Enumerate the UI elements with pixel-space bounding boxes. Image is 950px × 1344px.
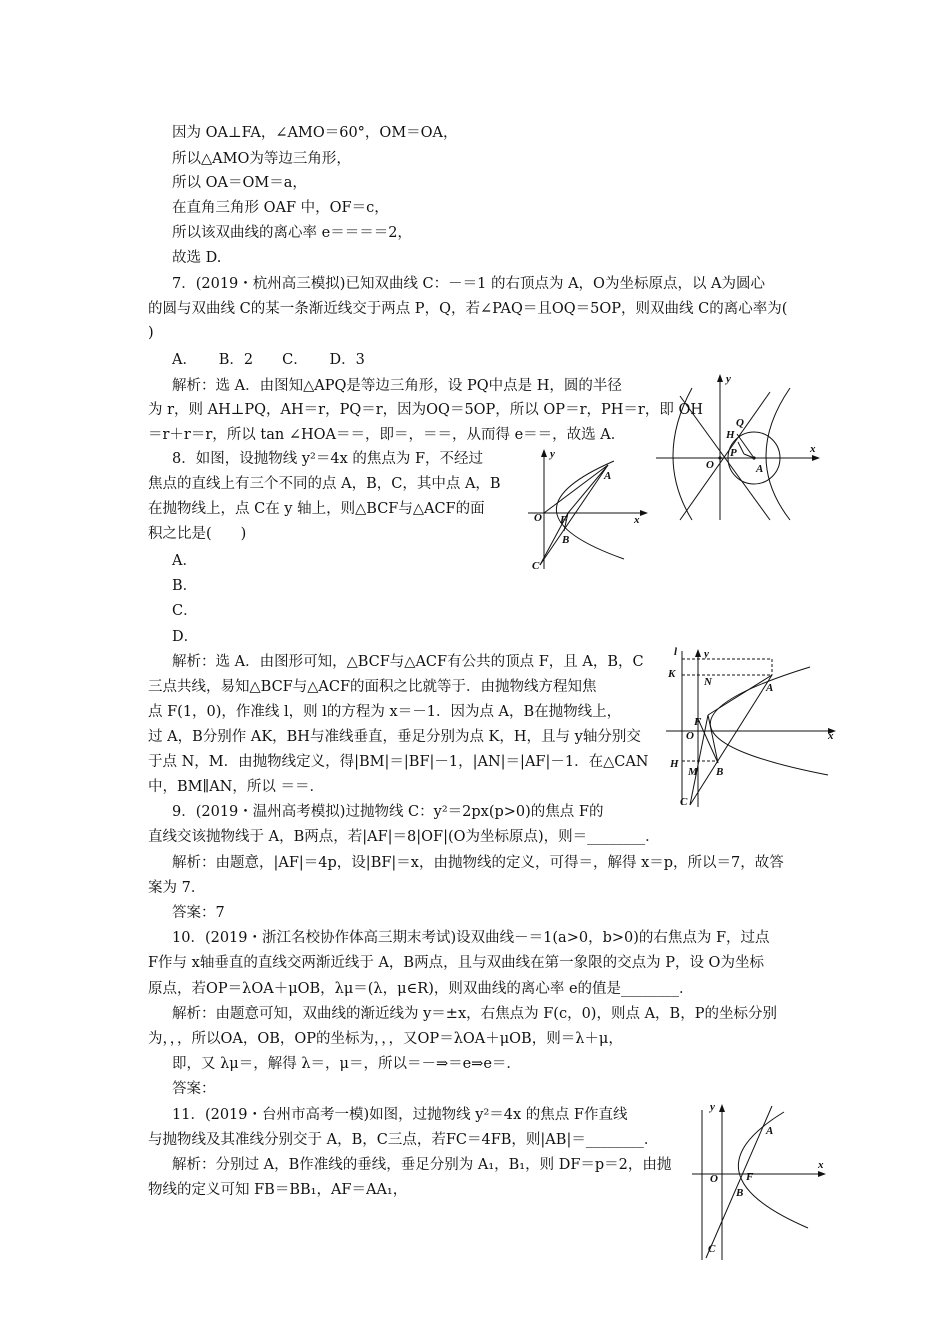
fig1-label-p: P [730, 447, 737, 459]
fig3-label-o: O [686, 730, 694, 742]
question-11: 11．(2019・台州市高考一模)如图，过抛物线 y²＝4x 的焦点 F作直线 [172, 1107, 628, 1123]
fig1-label-x: x [810, 443, 816, 455]
fig1-label-o: O [706, 459, 714, 471]
text-line: 所以该双曲线的离心率 e＝＝＝＝2， [172, 225, 412, 241]
text-line: 积之比是( ) [148, 526, 247, 542]
fig1-label-h: H [726, 429, 735, 441]
fig3-label-h: H [670, 758, 679, 770]
text-line: 案为 7． [148, 880, 206, 896]
hyperbola-figure [652, 370, 822, 522]
fig1-label-q: Q [736, 417, 744, 429]
fig1-label-y: y [726, 373, 731, 385]
choice-d: D． [172, 629, 199, 645]
fig3-label-m: M [688, 766, 698, 778]
text-line: 即，又 λμ＝，解得 λ＝，μ＝，所以＝－⇒＝e⇒e＝． [172, 1056, 521, 1072]
text-line: 物线的定义可知 FB＝BB₁，AF＝AA₁， [148, 1182, 408, 1198]
fig4-label-a: A [766, 1125, 774, 1137]
choice-b: B． [172, 578, 198, 594]
question-10: 10．(2019・浙江名校协作体高三期末考试)设双曲线－＝1(a>0，b>0)的右焦点为 F，过点 [172, 930, 770, 946]
fig3-label-f: F [694, 716, 702, 728]
fig2-label-a: A [604, 470, 612, 482]
solution-7: 解析：选 A．由图知△APQ是等边三角形，设 PQ中点是 H，圆的半径 [172, 378, 622, 394]
fig4-label-b: B [736, 1187, 744, 1199]
text-line: 于点 N，M．由抛物线定义，得|BM|＝|BF|－1，|AN|＝|AF|－1．在△CAN [148, 754, 649, 770]
fig4-label-c: C [708, 1243, 716, 1255]
text-line: F作与 x轴垂直的直线交两渐近线于 A，B两点，且与双曲线在第一象限的交点为 P，设 O为坐标 [148, 955, 764, 971]
question-7: 7．(2019・杭州高三模拟)已知双曲线 C：－＝1 的右顶点为 A，O为坐标原点，以 A为圆心 [172, 276, 766, 292]
solution-9: 解析：由题意，|AF|＝4p，设|BF|＝x，由抛物线的定义，可得＝，解得 x＝p，所以＝7，故答 [172, 855, 784, 871]
parabola-figure-solution8 [660, 645, 840, 813]
fig2-label-f: F [560, 514, 568, 526]
fig2-label-b: B [562, 534, 570, 546]
text-line: 点 F(1，0)，作准线 l，则 l的方程为 x＝－1．因为点 A，B在抛物线上， [148, 704, 622, 720]
text-line: ) [148, 325, 154, 341]
fig4-label-y: y [710, 1101, 715, 1113]
text-line: 中，BM∥AN，所以 ＝＝． [148, 779, 324, 795]
text-line: 所以 OA＝OM＝a， [172, 175, 307, 191]
text-line: 的圆与双曲线 C的某一条渐近线交于两点 P，Q，若∠PAQ＝且OQ＝5OP，则双曲线 C的离心率为( [148, 301, 788, 317]
question-8: 8．如图，设抛物线 y²＝4x 的焦点为 F，不经过 [172, 451, 484, 467]
fig2-label-o: O [534, 512, 542, 524]
text-line: 过 A，B分别作 AK，BH与准线垂直，垂足分别为点 K，H，且与 y轴分别交 [148, 729, 641, 745]
parabola-figure-q8 [524, 447, 654, 573]
solution-10: 解析：由题意可知，双曲线的渐近线为 y＝±x，右焦点为 F(c，0)，则点 A，B，P的坐标分别 [172, 1006, 777, 1022]
fig3-label-y: y [704, 648, 709, 660]
fig4-label-o: O [710, 1173, 718, 1185]
choice-a: A． [172, 553, 197, 569]
fig2-label-y: y [550, 448, 555, 460]
text-line: ＝r＋r＝r，所以 tan ∠HOA＝＝，即＝，＝＝，从而得 e＝＝，故选 A． [148, 427, 626, 443]
fig3-label-n: N [704, 676, 712, 688]
text-line: 在抛物线上，点 C在 y 轴上，则△BCF与△ACF的面 [148, 501, 485, 517]
choice-c: C． [172, 603, 198, 619]
text-line: 为，，，所以OA，OB，OP的坐标为，，，又OP＝λOA＋μOB，则＝λ＋μ， [148, 1031, 623, 1047]
fig2-label-c: C [532, 560, 540, 572]
fig3-label-b: B [716, 766, 724, 778]
question-9: 9．(2019・温州高考模拟)过抛物线 C：y²＝2px(p>0)的焦点 F的 [172, 804, 604, 820]
text-line: 原点，若OP＝λOA＋μOB，λμ＝(λ，μ∈R)，则双曲线的离心率 e的值是________． [148, 981, 694, 997]
fig4-label-f: F [746, 1171, 754, 1183]
fig1-label-a: A [756, 463, 764, 475]
text-line: 与抛物线及其准线分别交于 A，B，C三点，若FC＝4FB，则|AB|＝________． [148, 1132, 659, 1148]
choices-7: A． B．2 C． D．3 [172, 352, 365, 368]
solution-8: 解析：选 A．由图形可知，△BCF与△ACF有公共的顶点 F，且 A，B，C [172, 654, 644, 670]
answer-9: 答案：7 [172, 905, 225, 921]
text-line: 焦点的直线上有三个不同的点 A，B，C，其中点 A，B [148, 476, 501, 492]
text-line: 直线交该抛物线于 A，B两点，若|AF|＝8|OF|(O为坐标原点)，则＝________． [148, 829, 660, 845]
fig4-label-x: x [818, 1159, 824, 1171]
parabola-figure-q11 [688, 1100, 828, 1262]
text-line: 因为 OA⊥FA，∠AMO＝60°，OM＝OA， [172, 125, 458, 141]
text-line: 三点共线，易知△BCF与△ACF的面积之比就等于．由抛物线方程知焦 [148, 679, 597, 695]
fig3-label-a: A [766, 682, 774, 694]
text-line: 所以△AMO为等边三角形， [172, 151, 351, 167]
fig3-label-c: C [680, 796, 688, 808]
text-line: 为 r，则 AH⊥PQ，AH＝r，PQ＝r，因为OQ＝5OP，所以 OP＝r，PH＝r，即 OH [148, 402, 703, 418]
fig3-label-l: l [674, 646, 678, 658]
fig2-label-x: x [634, 514, 640, 526]
fig3-label-x: x [828, 730, 834, 742]
solution-11: 解析：分别过 A，B作准线的垂线，垂足分别为 A₁，B₁，则 DF＝p＝2，由抛 [172, 1157, 672, 1173]
answer-10: 答案： [172, 1081, 216, 1097]
text-line: 在直角三角形 OAF 中，OF＝c， [172, 200, 389, 216]
text-line: 故选 D. [172, 250, 222, 266]
fig3-label-k: K [668, 668, 676, 680]
